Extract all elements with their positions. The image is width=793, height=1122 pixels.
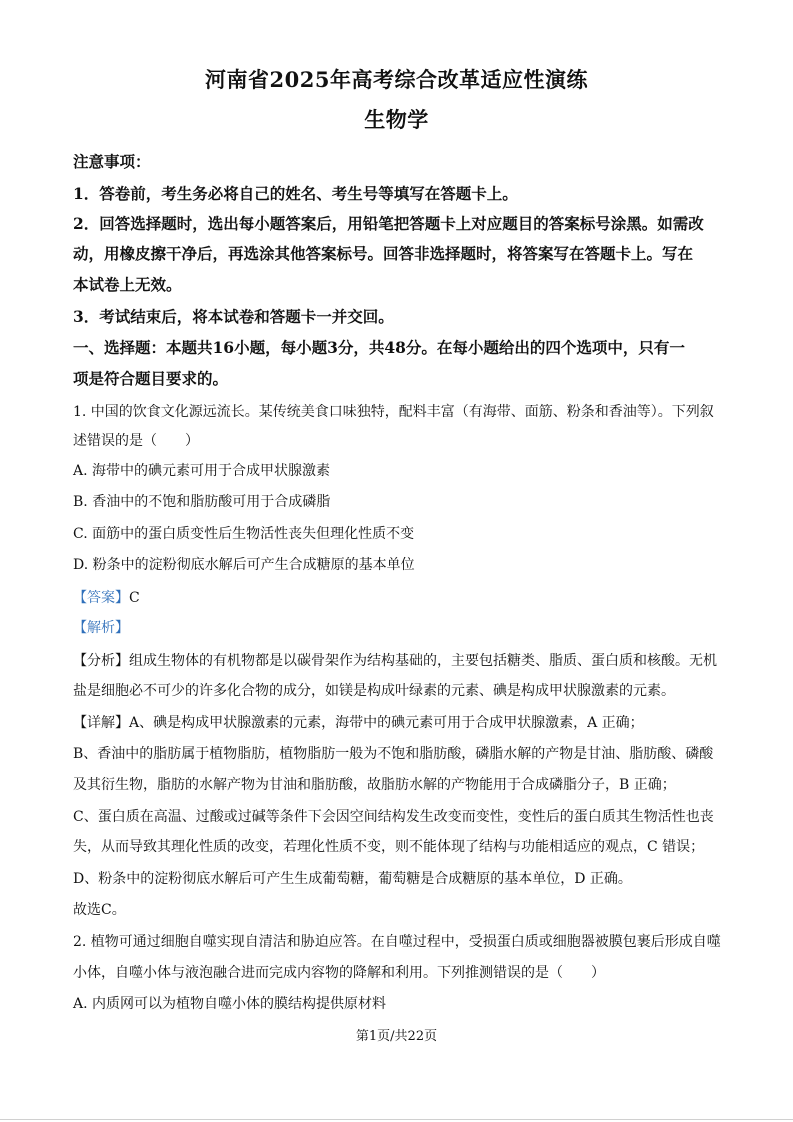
page-number: 第1页/共22页	[355, 1029, 438, 1044]
answer-tag: 【答案】	[73, 590, 129, 606]
option-b: B. 香油中的不饱和脂肪酸可用于合成磷脂	[73, 494, 331, 510]
analysis-conclusion: 故选C。	[73, 902, 126, 918]
note-line: 3．考试结束后，将本试卷和答题卡一并交回。	[73, 307, 394, 326]
analysis-fenxi: 【分析】组成生物体的有机物都是以碳骨架作为结构基础的，主要包括糖类、脂质、蛋白质和核酸。无机	[73, 653, 717, 669]
analysis-detail: 及其衍生物，脂肪的水解产物为甘油和脂肪酸，故脂肪水解的产物能用于合成磷脂分子，B 正确；	[73, 777, 676, 793]
analysis-detail: 失，从而导致其理化性质的改变，若理化性质不变，则不能体现了结构与功能相适应的观点，C 错误；	[73, 839, 705, 855]
option-a: A. 内质网可以为植物自噬小体的膜结构提供原材料	[73, 996, 387, 1012]
analysis-detail: C、蛋白质在高温、过酸或过碱等条件下会因空间结构发生改变而变性，变性后的蛋白质其生物活性也丧	[73, 809, 714, 825]
exam-title: 河南省2025年高考综合改革适应性演练	[205, 67, 588, 92]
analysis-detail: B、香油中的脂肪属于植物脂肪，植物脂肪一般为不饱和脂肪酸，磷脂水解的产物是甘油、脂肪酸、磷酸	[73, 746, 714, 762]
analysis-detail: 【详解】A、碘是构成甲状腺激素的元素，海带中的碘元素可用于合成甲状腺激素，A 正确；	[73, 715, 644, 731]
note-line: 1．答卷前，考生务必将自己的姓名、考生号等填写在答题卡上。	[73, 184, 518, 203]
subject-title: 生物学	[364, 107, 429, 132]
question-2-stem: 小体，自噬小体与液泡融合进而完成内容物的降解和利用。下列推测错误的是（ ）	[73, 965, 605, 981]
option-c: C. 面筋中的蛋白质变性后生物活性丧失但理化性质不变	[73, 526, 415, 542]
page-bottom-rule	[0, 1119, 793, 1120]
note-line: 本试卷上无效。	[73, 275, 182, 294]
option-d: D. 粉条中的淀粉彻底水解后可产生合成糖原的基本单位	[73, 557, 415, 573]
note-line: 2．回答选择题时，选出每小题答案后，用铅笔把答题卡上对应题目的答案标号涂黑。如需改	[73, 214, 704, 233]
analysis-tag: 【解析】	[73, 620, 129, 636]
analysis-fenxi: 盐是细胞必不可少的许多化合物的成分，如镁是构成叶绿素的元素、碘是构成甲状腺激素的元素。	[73, 683, 675, 699]
answer-line	[73, 587, 733, 607]
section-heading: 一、选择题：本题共16小题，每小题3分，共48分。在每小题给出的四个选项中，只有一	[73, 338, 685, 357]
question-1-stem: 述错误的是（ ）	[73, 433, 199, 449]
option-a: A. 海带中的碘元素可用于合成甲状腺激素	[73, 463, 331, 479]
section-heading: 项是符合题目要求的。	[73, 369, 229, 388]
question-2-stem: 2. 植物可通过细胞自噬实现自清洁和胁迫应答。在自噬过程中，受损蛋白质或细胞器被膜包裹后形成自噬	[73, 934, 721, 950]
question-1-stem: 1. 中国的饮食文化源远流长。某传统美食口味独特，配料丰富（有海带、面筋、粉条和香油等）。下列叙	[73, 404, 714, 420]
note-line: 动，用橡皮擦干净后，再选涂其他答案标号。回答非选择题时，将答案写在答题卡上。写在	[73, 244, 694, 263]
notes-heading: 注意事项：	[73, 152, 151, 171]
answer-value: C	[129, 590, 140, 606]
analysis-detail: D、粉条中的淀粉彻底水解后可产生生成葡萄糖，葡萄糖是合成糖原的基本单位，D 正确。	[73, 871, 632, 887]
